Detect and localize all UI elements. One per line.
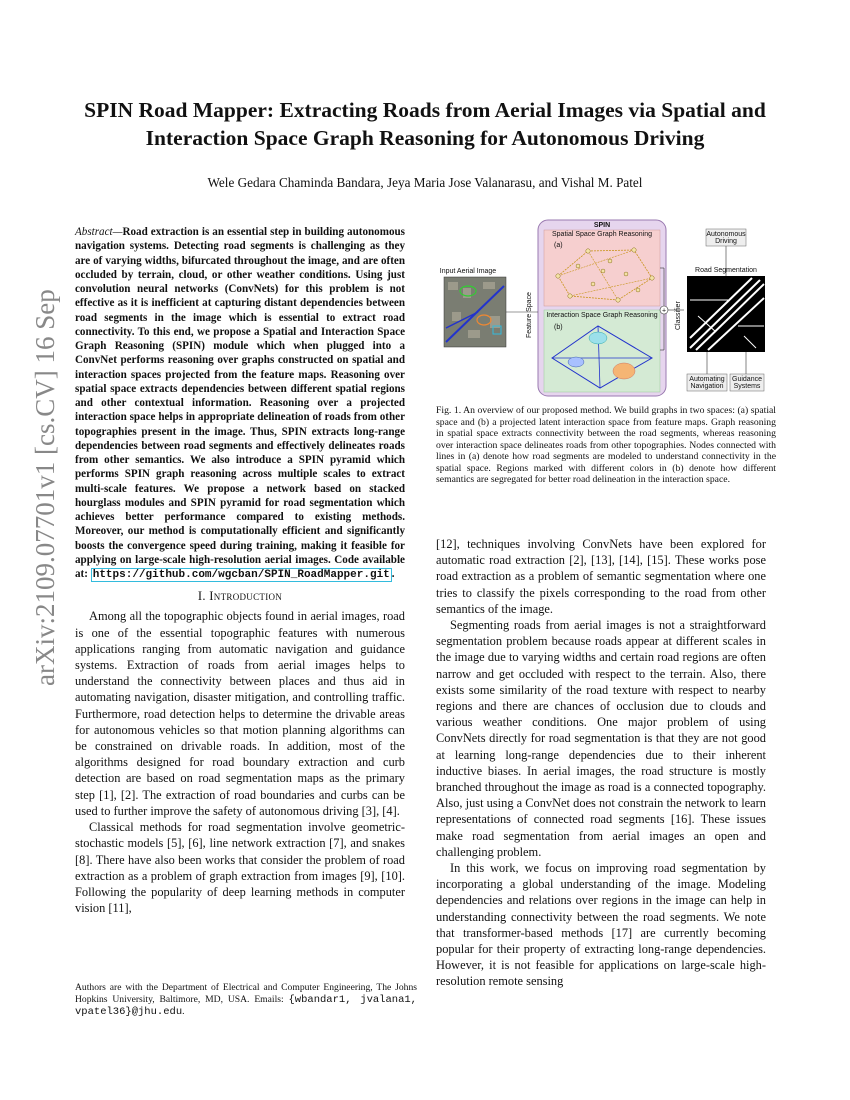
region-blue <box>568 357 584 367</box>
paper-title: SPIN Road Mapper: Extracting Roads from Aerial Images via Spatial and Interaction Space Graph Reasoning for Autonomous Driving <box>84 98 766 150</box>
navigation-label: Navigation <box>690 383 724 390</box>
systems-label: Systems <box>733 383 761 390</box>
intro-paragraph-2: Classical methods for road segmentation involve geometric-stochastic models [5], [6], line network extraction [7], and snakes [8]. There have also been works that consider the problem of road extraction as a problem of graph extraction from images [9], [10]. Following the popularity of deep learning methods in computer vision [11], <box>75 820 405 916</box>
right-paragraph-1: [12], techniques involving ConvNets have been explored for automatic road extraction [2], [13], [14], [15]. These works pose road extraction as a problem of semantic segmentation where one tries to classify the pixels corresponding to the road from other semantics of the image. <box>436 537 766 616</box>
plus-label: + <box>661 307 667 315</box>
driving-label: Driving <box>715 238 737 245</box>
region-cyan <box>589 332 607 344</box>
arxiv-id: arXiv:2109.07701v1 [cs.CV] 16 Sep 2021 <box>30 290 60 686</box>
abstract-text: Road extraction is an essential step in building autonomous navigation systems. Detecting road segments is challenging as they are of varying widths, bifurcated throughout the image, and are often occluded by terrain, cloud, or other weather conditions. Using just convolution neural networks (ConvNets) for this problem is not effective as it is inefficient at capturing distant dependencies between road segments in the image which is essential to extract road connectivity. To this end, we propose a Spatial and Interaction Space Graph Reasoning (SPIN) module which when plugged into a ConvNet performs reasoning over graphs constructed on spatial and interaction spaces projected from the feature maps. Reasoning over spatial space extracts dependencies between different spatial regions and other contextual information. Reasoning over a projected interaction space helps in appropriate delineation of roads from other topographies present in the image. Thus, SPIN extracts long-range dependencies between road segments and effectively delineates roads from other semantics. We also introduce a SPIN pyramid which performs SPIN graph reasoning across multiple scales to extract multi-scale features. We propose a network based on stacked hourglass modules and SPIN pyramid for road segmentation which achieves better performance compared to existing methods. Moreover, our method is computationally efficient and significantly boosts the convergence speed during training, making it feasible for applying on large-scale high-resolution aerial images. Code available at: <box>75 226 405 580</box>
abstract <box>75 225 405 582</box>
code-link[interactable]: https://github.com/wgcban/SPIN_RoadMapper.git <box>92 569 390 581</box>
right-paragraph-2: Segmenting roads from aerial images is not a straightforward segmentation problem because roads appear at different scales in the image due to varying widths and certain road regions are often narrow and get occluded with respect to the terrain. Also, there exists some similarity of the road texture with respect to nearby regions and there are chances of occlusion due to clouds and various weather conditions. One major problem of using ConvNets directly for road segmentation is that they are not good at learning long-range dependencies due to their inherent inductive biases. In aerial images, the road structure is mostly branched throughout the image as road is a connected topography. Also, just using a ConvNet does not constrain the network to learn representations of connected road segments [16]. These issues make road segmentation from aerial images an open and challenging problem. <box>436 618 766 859</box>
footnote-emails: {wbandar1, jvalana1, vpatel36}@jhu.edu <box>75 993 417 1018</box>
figure-1 <box>438 216 778 398</box>
input-label: Input Aerial Image <box>439 268 497 275</box>
abstract-heading: Abstract— <box>75 226 123 238</box>
spatial-label: Spatial Space Graph Reasoning <box>551 231 653 238</box>
region-orange <box>613 363 635 379</box>
abstract-end: . <box>391 568 395 580</box>
spin-label: SPIN <box>593 222 611 229</box>
guidance-label: Guidance <box>732 376 762 383</box>
right-paragraph-3: In this work, we focus on improving road segmentation by incorporating a global understanding of the image. Modeling dependencies and relations over regions in the image can help in understanding connectivity between the road segments. We note that transformer-based methods [17] are currently becoming popular for their property of extracting long-range dependencies. However, it is not feasible for applications on large-scale high-resolution remote sensing <box>436 861 766 989</box>
arxiv-stamp <box>14 290 60 690</box>
road-seg-label: Road Segmentation <box>695 267 757 274</box>
intro-paragraph-1: Among all the topographic objects found in aerial images, road is one of the essential topographic features with numerous applications ranging from automatic navigation and guidance systems. Extraction of roads from aerial images helps to understand the connectivity between places and thus aid in automating navigation, disaster mitigation, and controlling traffic. Furthermore, road detection helps to determine the drivable areas for autonomous vehicles so that motion planning algorithms can be constrained on drivable roads. In addition, most of the algorithms designed for road boundary extraction and curb detection are based on road segmentation maps as the primary step [1], [2]. The extraction of road boundaries and curbs can be used to further improve the safety of autonomous driving [3], [4]. <box>75 609 405 818</box>
label-a: (a) <box>554 242 563 249</box>
figure-diagram <box>438 216 778 398</box>
section-heading: I. Introduction <box>197 589 283 604</box>
footnote <box>75 982 417 1019</box>
autonomous-label: Autonomous <box>706 231 746 238</box>
label-b: (b) <box>554 324 563 331</box>
automating-label: Automating <box>689 376 725 383</box>
interaction-label: Interaction Space Graph Reasoning <box>546 312 658 319</box>
footnote-end: . <box>182 1006 185 1017</box>
right-column <box>436 536 766 990</box>
classifier-label: Classifier <box>675 301 682 330</box>
left-column <box>75 225 405 916</box>
footnote-text: Authors are with the Department of Electrical and Computer Engineering, The Johns Hopkins University, Baltimore, MD, USA. Emails: <box>75 982 417 1005</box>
feature-space-label: Feature Space <box>526 292 533 338</box>
authors: Wele Gedara Chaminda Bandara, Jeya Maria Jose Valanarasu, and Vishal M. Patel <box>207 175 643 190</box>
figure-caption: Fig. 1. An overview of our proposed method. We build graphs in two spaces: (a) spatial space and (b) a projected latent interaction space from feature maps. Graph reasoning in spatial space extracts connectivity between the road segments, whereas reasoning over interaction space delineates roads from other topographies. Nodes connected with lines in (a) denote how road segments are modeled to understand connectivity in the spatial space. Regions marked with different colors in (b) denote how different semantics are segregated for better road delineation in the interaction space. <box>436 405 776 485</box>
